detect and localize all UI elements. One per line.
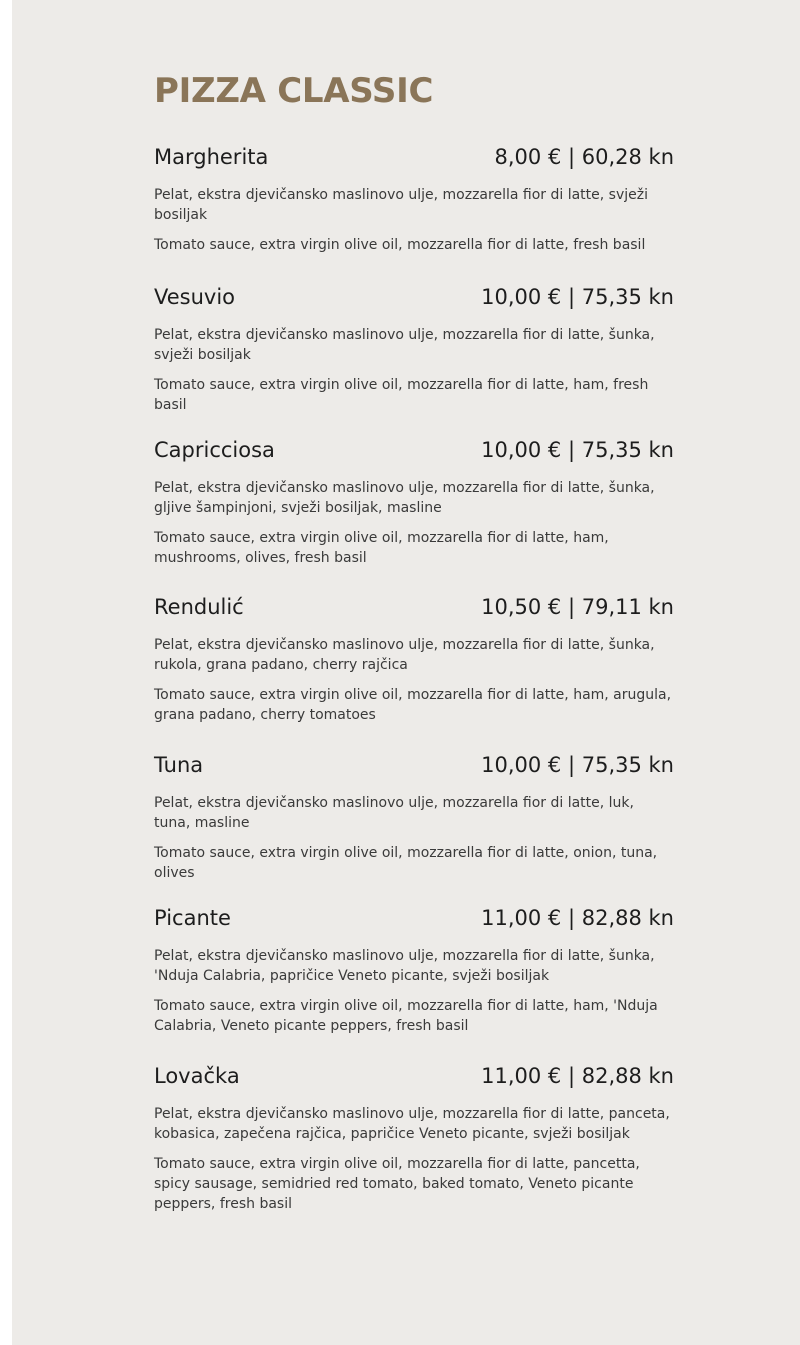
menu-item bbox=[154, 1061, 674, 1214]
item-price: 11,00 € | 82,88 kn bbox=[481, 1064, 674, 1088]
item-description-en: Tomato sauce, extra virgin olive oil, mozzarella fior di latte, ham, 'Nduja Calabria, Veneto picante peppers, fresh basil bbox=[154, 998, 658, 1034]
item-name: Capricciosa bbox=[154, 438, 275, 462]
item-description-hr: Pelat, ekstra djevičansko maslinovo ulje, mozzarella fior di latte, šunka, svježi bosiljak bbox=[154, 327, 655, 363]
item-price: 8,00 € | 60,28 kn bbox=[494, 145, 674, 169]
item-description-hr: Pelat, ekstra djevičansko maslinovo ulje, mozzarella fior di latte, šunka, gljive šampinjoni, svježi bosiljak, masline bbox=[154, 480, 655, 516]
menu-item-header bbox=[154, 142, 674, 172]
menu-item bbox=[154, 282, 674, 415]
menu-item bbox=[154, 435, 674, 568]
item-price: 10,00 € | 75,35 kn bbox=[481, 438, 674, 462]
menu-item-header bbox=[154, 282, 674, 312]
item-description-en: Tomato sauce, extra virgin olive oil, mozzarella fior di latte, ham, arugula, grana padano, cherry tomatoes bbox=[154, 687, 672, 723]
item-description-hr: Pelat, ekstra djevičansko maslinovo ulje, mozzarella fior di latte, svježi bosiljak bbox=[154, 187, 648, 223]
menu-title: PIZZA CLASSIC bbox=[154, 71, 434, 111]
menu-item bbox=[154, 142, 674, 255]
item-name: Picante bbox=[154, 906, 231, 930]
item-name: Rendulić bbox=[154, 595, 244, 619]
item-description-en: Tomato sauce, extra virgin olive oil, mozzarella fior di latte, ham, fresh basil bbox=[154, 377, 649, 413]
item-price: 10,00 € | 75,35 kn bbox=[481, 285, 674, 309]
item-price: 10,00 € | 75,35 kn bbox=[481, 753, 674, 777]
menu-item-header bbox=[154, 750, 674, 780]
menu-item-header bbox=[154, 903, 674, 933]
menu-item-header bbox=[154, 1061, 674, 1091]
menu-item bbox=[154, 592, 674, 725]
item-price: 10,50 € | 79,11 kn bbox=[481, 595, 674, 619]
menu-item-header bbox=[154, 435, 674, 465]
menu-item bbox=[154, 903, 674, 1036]
item-description-hr: Pelat, ekstra djevičansko maslinovo ulje, mozzarella fior di latte, šunka, rukola, grana padano, cherry rajčica bbox=[154, 637, 655, 673]
item-description-en: Tomato sauce, extra virgin olive oil, mozzarella fior di latte, onion, tuna, olives bbox=[154, 845, 658, 881]
item-price: 11,00 € | 82,88 kn bbox=[481, 906, 674, 930]
item-name: Lovačka bbox=[154, 1064, 240, 1088]
menu-item-header bbox=[154, 592, 674, 622]
item-description-en: Tomato sauce, extra virgin olive oil, mozzarella fior di latte, pancetta, spicy sausage, semidried red tomato, baked tomato, Veneto picante peppers, fresh basil bbox=[154, 1156, 640, 1212]
item-description-hr: Pelat, ekstra djevičansko maslinovo ulje, mozzarella fior di latte, šunka, 'Nduja Calabria, papričice Veneto picante, svježi bosiljak bbox=[154, 948, 655, 984]
menu-item bbox=[154, 750, 674, 883]
item-name: Vesuvio bbox=[154, 285, 236, 309]
item-description-hr: Pelat, ekstra djevičansko maslinovo ulje, mozzarella fior di latte, luk, tuna, masline bbox=[154, 795, 634, 831]
item-description-en: Tomato sauce, extra virgin olive oil, mozzarella fior di latte, ham, mushrooms, olives, fresh basil bbox=[154, 530, 609, 566]
item-name: Margherita bbox=[154, 145, 269, 169]
item-name: Tuna bbox=[154, 753, 204, 777]
item-description-en: Tomato sauce, extra virgin olive oil, mozzarella fior di latte, fresh basil bbox=[154, 237, 646, 253]
item-description-hr: Pelat, ekstra djevičansko maslinovo ulje, mozzarella fior di latte, panceta, kobasica, zapečena rajčica, papričice Veneto picante, svježi bosiljak bbox=[154, 1106, 670, 1142]
